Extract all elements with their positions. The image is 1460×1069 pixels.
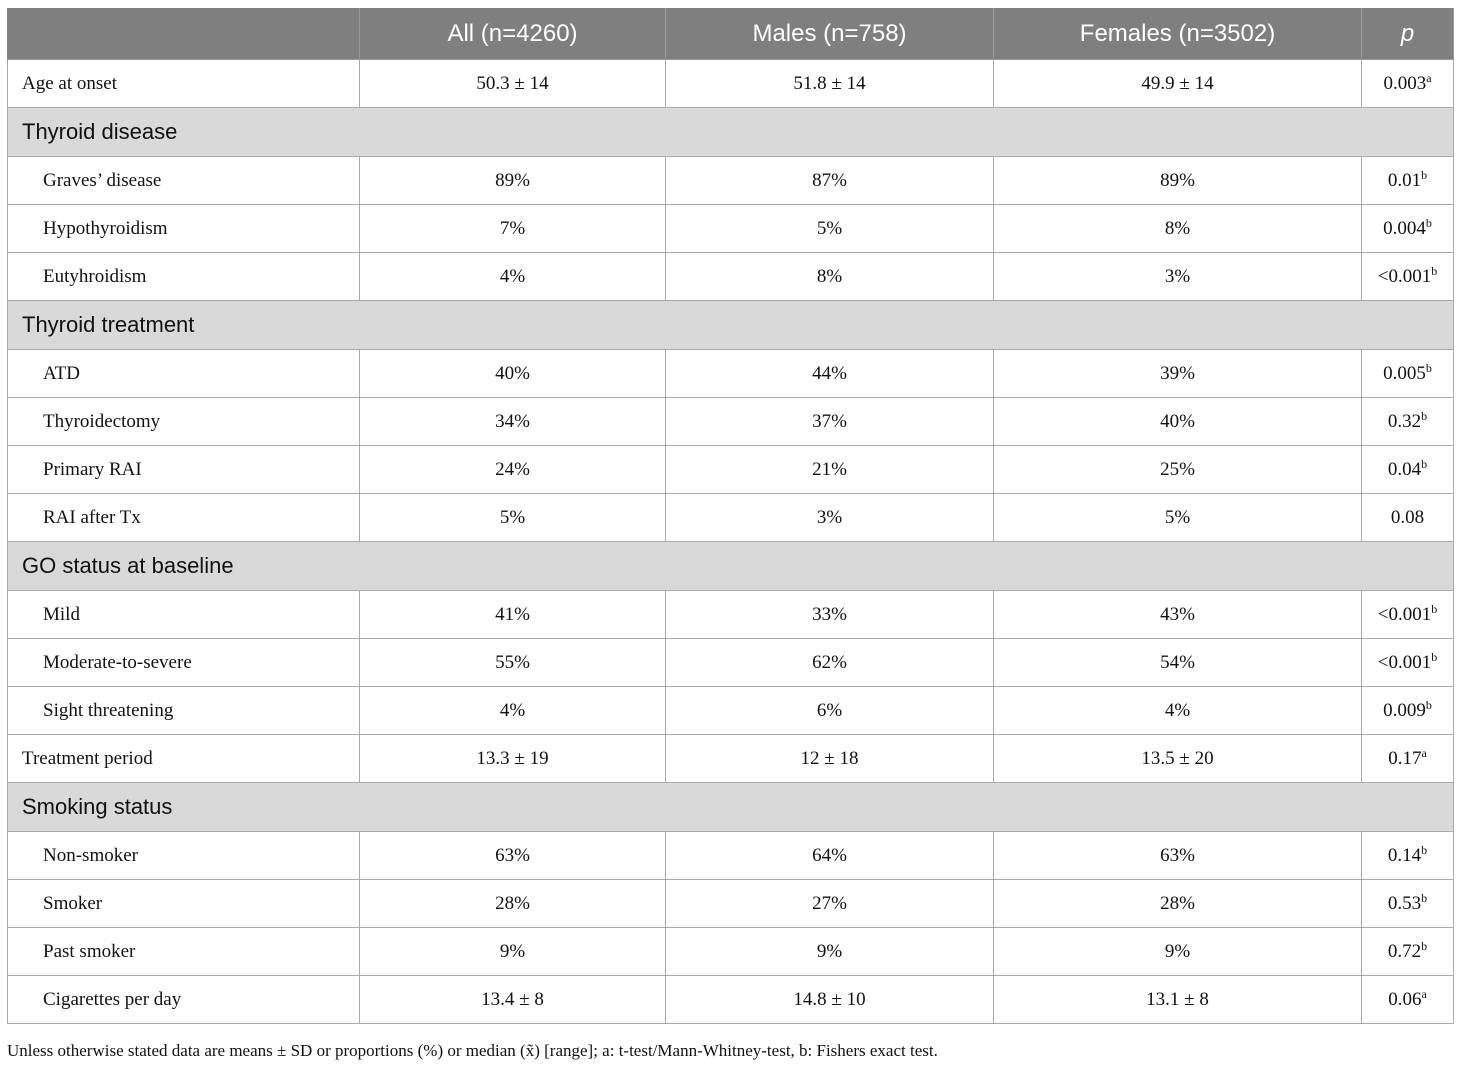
table-row: [8, 253, 1454, 301]
cell-p-value: [1362, 880, 1454, 928]
p-value-footnote-marker: b: [1421, 890, 1428, 905]
p-value-text: 0.32: [1387, 410, 1422, 432]
cell-males: 12 ± 18: [666, 735, 994, 783]
row-label: Mild: [8, 591, 360, 639]
p-value-footnote-marker: b: [1421, 408, 1428, 423]
p-value-text: 0.005: [1383, 362, 1426, 384]
row-label: Eutyhroidism: [8, 253, 360, 301]
cell-p-value: [1362, 60, 1454, 108]
cell-p-value: [1362, 157, 1454, 205]
p-value-footnote-marker: a: [1421, 745, 1427, 760]
table-body: [8, 60, 1454, 1024]
cell-all: 5%: [360, 494, 666, 542]
section-label: Thyroid treatment: [8, 301, 1454, 350]
row-label: RAI after Tx: [8, 494, 360, 542]
cell-p-value: [1362, 350, 1454, 398]
section-header-row: [8, 301, 1454, 350]
cell-all: 13.4 ± 8: [360, 976, 666, 1024]
cell-females: 54%: [994, 639, 1362, 687]
row-label: Age at onset: [8, 60, 360, 108]
table-row: [8, 350, 1454, 398]
table-row: [8, 591, 1454, 639]
p-value-footnote-marker: b: [1431, 649, 1438, 664]
p-value-text: 0.009: [1383, 699, 1426, 721]
cell-males: 64%: [666, 832, 994, 880]
cell-all: 40%: [360, 350, 666, 398]
cell-females: 4%: [994, 687, 1362, 735]
header-all: All (n=4260): [360, 9, 666, 60]
cell-males: 44%: [666, 350, 994, 398]
p-value-text: <0.001: [1377, 603, 1432, 625]
row-label: Moderate-to-severe: [8, 639, 360, 687]
table-row: [8, 976, 1454, 1024]
row-label: Past smoker: [8, 928, 360, 976]
cell-all: 34%: [360, 398, 666, 446]
cell-p-value: [1362, 639, 1454, 687]
cell-p-value: [1362, 494, 1454, 542]
cell-p-value: [1362, 205, 1454, 253]
cell-females: 5%: [994, 494, 1362, 542]
p-value-text: 0.53: [1387, 892, 1422, 914]
row-label: Hypothyroidism: [8, 205, 360, 253]
p-value-footnote-marker: b: [1421, 456, 1428, 471]
table-row: [8, 687, 1454, 735]
p-value-text: <0.001: [1377, 265, 1432, 287]
row-label: Graves’ disease: [8, 157, 360, 205]
p-value-footnote-marker: b: [1431, 601, 1438, 616]
p-value-footnote-marker: a: [1421, 986, 1427, 1001]
cell-females: 9%: [994, 928, 1362, 976]
cell-males: 33%: [666, 591, 994, 639]
cell-all: 13.3 ± 19: [360, 735, 666, 783]
section-header-row: [8, 542, 1454, 591]
cell-all: 24%: [360, 446, 666, 494]
p-value-footnote-marker: b: [1431, 263, 1438, 278]
p-value-footnote-marker: b: [1421, 167, 1428, 182]
table-row: [8, 832, 1454, 880]
cell-p-value: [1362, 735, 1454, 783]
cell-males: 8%: [666, 253, 994, 301]
characteristics-table: [7, 8, 1454, 1024]
cell-males: 62%: [666, 639, 994, 687]
cell-all: 50.3 ± 14: [360, 60, 666, 108]
cell-females: 89%: [994, 157, 1362, 205]
p-value-text: 0.14: [1387, 844, 1422, 866]
cell-females: 25%: [994, 446, 1362, 494]
section-header-row: [8, 783, 1454, 832]
header-males: Males (n=758): [666, 9, 994, 60]
row-label: Treatment period: [8, 735, 360, 783]
cell-all: 4%: [360, 253, 666, 301]
p-value-footnote-marker: b: [1421, 938, 1428, 953]
row-label: Thyroidectomy: [8, 398, 360, 446]
row-label: Non-smoker: [8, 832, 360, 880]
cell-p-value: [1362, 446, 1454, 494]
p-value-footnote-marker: b: [1421, 842, 1428, 857]
table-row: [8, 157, 1454, 205]
p-value-footnote-marker: b: [1425, 215, 1432, 230]
header-females: Females (n=3502): [994, 9, 1362, 60]
cell-females: 28%: [994, 880, 1362, 928]
header-p-value: p: [1362, 9, 1454, 60]
cell-p-value: [1362, 398, 1454, 446]
cell-males: 3%: [666, 494, 994, 542]
p-value-footnote-marker: b: [1425, 697, 1432, 712]
cell-males: 6%: [666, 687, 994, 735]
p-value-text: 0.72: [1387, 940, 1422, 962]
header-label-column: [8, 9, 360, 60]
row-label: ATD: [8, 350, 360, 398]
cell-all: 28%: [360, 880, 666, 928]
cell-males: 21%: [666, 446, 994, 494]
cell-females: 43%: [994, 591, 1362, 639]
p-value-text: 0.004: [1383, 217, 1426, 239]
section-label: GO status at baseline: [8, 542, 1454, 591]
row-label: Primary RAI: [8, 446, 360, 494]
cell-all: 89%: [360, 157, 666, 205]
cell-females: 63%: [994, 832, 1362, 880]
p-value-text: 0.01: [1387, 169, 1422, 191]
table-row: [8, 735, 1454, 783]
cell-p-value: [1362, 832, 1454, 880]
table-row: [8, 60, 1454, 108]
cell-p-value: [1362, 928, 1454, 976]
cell-males: 9%: [666, 928, 994, 976]
cell-males: 14.8 ± 10: [666, 976, 994, 1024]
cell-p-value: [1362, 687, 1454, 735]
p-value-footnote-marker: a: [1426, 70, 1432, 85]
cell-p-value: [1362, 591, 1454, 639]
cell-all: 55%: [360, 639, 666, 687]
cell-all: 9%: [360, 928, 666, 976]
cell-p-value: [1362, 976, 1454, 1024]
table-row: [8, 205, 1454, 253]
table-row: [8, 446, 1454, 494]
p-value-text: 0.08: [1390, 506, 1425, 528]
cell-p-value: [1362, 253, 1454, 301]
table-row: [8, 928, 1454, 976]
cell-females: 3%: [994, 253, 1362, 301]
p-value-text: 0.04: [1387, 458, 1422, 480]
header-row: [8, 9, 1454, 60]
cell-males: 87%: [666, 157, 994, 205]
cell-all: 41%: [360, 591, 666, 639]
section-header-row: [8, 108, 1454, 157]
cell-males: 27%: [666, 880, 994, 928]
cell-all: 4%: [360, 687, 666, 735]
cell-females: 40%: [994, 398, 1362, 446]
section-label: Thyroid disease: [8, 108, 1454, 157]
cell-females: 8%: [994, 205, 1362, 253]
table-row: [8, 639, 1454, 687]
p-value-text: 0.17: [1388, 747, 1422, 769]
p-value-text: 0.06: [1388, 988, 1422, 1010]
cell-females: 13.5 ± 20: [994, 735, 1362, 783]
p-value-text: <0.001: [1377, 651, 1432, 673]
cell-males: 5%: [666, 205, 994, 253]
row-label: Sight threatening: [8, 687, 360, 735]
cell-females: 49.9 ± 14: [994, 60, 1362, 108]
p-value-text: 0.003: [1383, 72, 1427, 94]
cell-females: 13.1 ± 8: [994, 976, 1362, 1024]
cell-all: 7%: [360, 205, 666, 253]
table-row: [8, 880, 1454, 928]
row-label: Smoker: [8, 880, 360, 928]
cell-males: 37%: [666, 398, 994, 446]
table-footnote: Unless otherwise stated data are means ± SD or proportions (%) or median (x̃) [range]; a: t-test/Mann-Whitney-test, b: Fishers exact test.: [7, 1041, 938, 1060]
cell-all: 63%: [360, 832, 666, 880]
table-row: [8, 494, 1454, 542]
cell-females: 39%: [994, 350, 1362, 398]
p-value-footnote-marker: b: [1425, 360, 1432, 375]
table-row: [8, 398, 1454, 446]
section-label: Smoking status: [8, 783, 1454, 832]
cell-males: 51.8 ± 14: [666, 60, 994, 108]
row-label: Cigarettes per day: [8, 976, 360, 1024]
